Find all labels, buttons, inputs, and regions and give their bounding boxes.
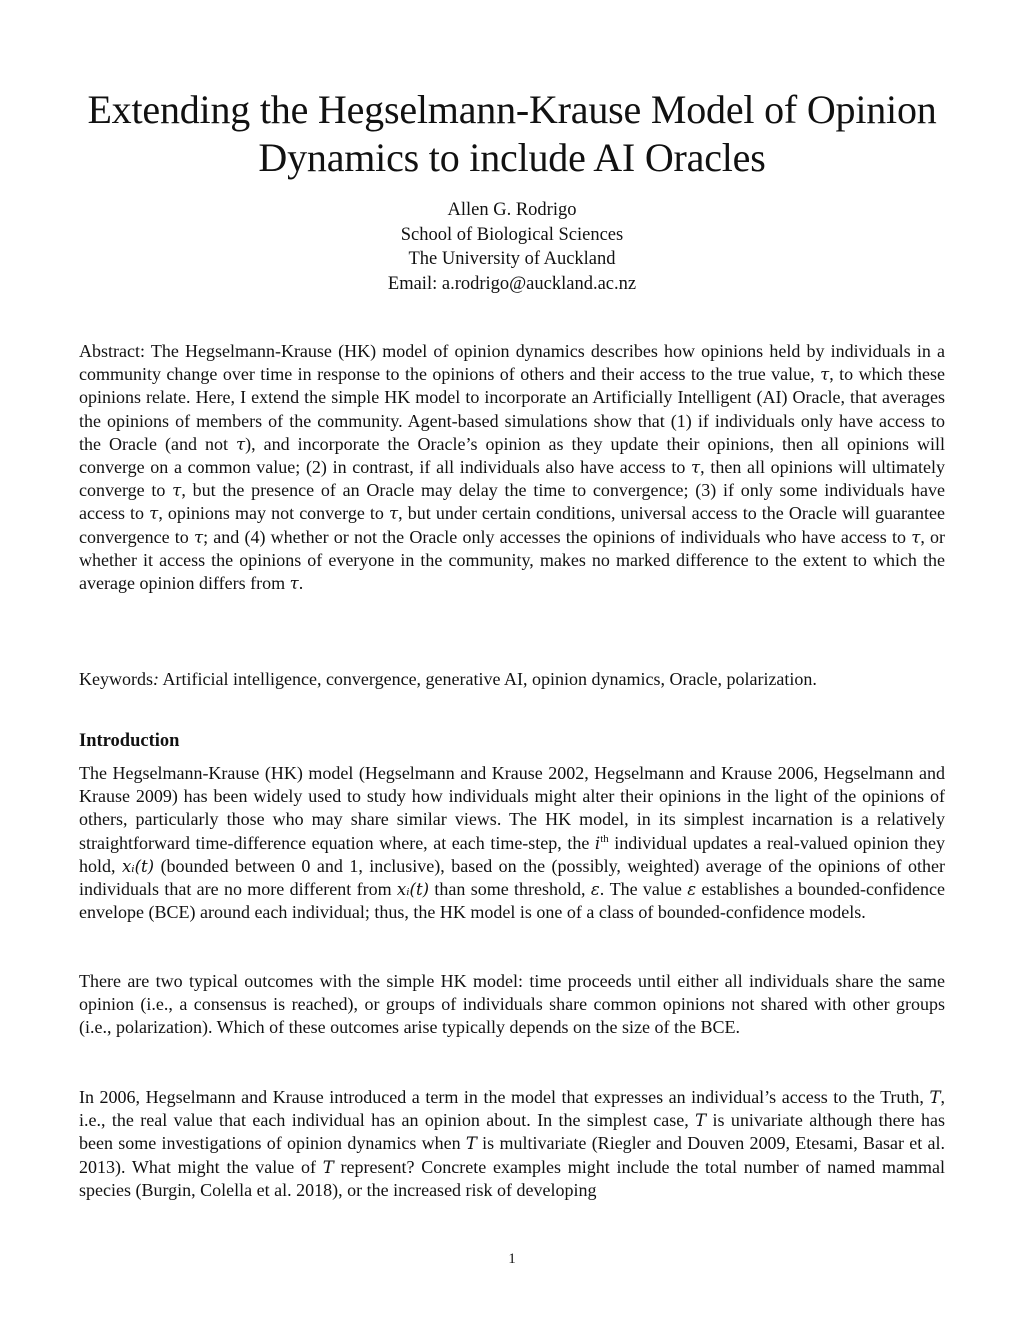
math-tau: τ bbox=[172, 481, 182, 501]
abstract bbox=[79, 340, 945, 595]
math-tau: τ bbox=[149, 504, 159, 524]
paragraph-text bbox=[79, 762, 945, 924]
page-number: 1 bbox=[508, 1251, 516, 1267]
keywords bbox=[79, 668, 945, 691]
paper-title bbox=[60, 86, 964, 182]
abstract-text: , but the presence of an Oracle may delay the time to convergence; (3) if only some individuals have access to bbox=[79, 480, 945, 524]
body-text: (bounded between 0 and 1, inclusive), based on the (possibly, weighted) average of the opinions of other individuals that are no more different from bbox=[79, 855, 945, 900]
math-xi-t: xᵢ(t) bbox=[396, 880, 430, 900]
keywords-text: Artificial intelligence, convergence, generative AI, opinion dynamics, Oracle, polarization. bbox=[159, 669, 817, 689]
body-text: is univariate although there has been some investigations of opinion dynamics when bbox=[79, 1110, 946, 1154]
math-T: T bbox=[465, 1134, 477, 1154]
keywords-colon: : bbox=[153, 669, 159, 689]
math-tau: τ bbox=[193, 527, 204, 547]
paragraph-text bbox=[79, 1086, 945, 1202]
math-epsilon: ε bbox=[687, 880, 697, 900]
keywords-label: Keywords bbox=[79, 669, 153, 689]
author-email: Email: a.rodrigo@auckland.ac.nz bbox=[387, 273, 637, 294]
author-department: School of Biological Sciences bbox=[400, 224, 624, 245]
keywords-paragraph bbox=[79, 668, 945, 691]
abstract-text: . bbox=[298, 573, 304, 594]
math-xi-t: xᵢ(t) bbox=[121, 856, 155, 876]
body-text: individual updates a real-valued opinion they hold, bbox=[79, 832, 945, 876]
abstract-text: , then all opinions will ultimately converge to bbox=[79, 457, 945, 501]
author-institution: The University of Auckland bbox=[408, 249, 616, 269]
title-line-1: Extending the Hegselmann-Krause Model of Opinion bbox=[87, 87, 937, 132]
math-tau: τ bbox=[289, 574, 299, 594]
intro-paragraph-1 bbox=[79, 762, 945, 924]
body-text: , i.e., the real value that each individual has an opinion about. In the simplest case, bbox=[79, 1087, 945, 1131]
title-line-2: Dynamics to include AI Oracles bbox=[258, 135, 766, 180]
math-T: T bbox=[322, 1157, 334, 1177]
body-text: establishes a bounded-confidence envelope (BCE) around each individual; thus, the HK model is one of a class of bounded-confidence models. bbox=[79, 879, 945, 923]
abstract-text: ), and incorporate the Oracle’s opinion as they update their opinions, then all opinions will converge on a common value; (2) in contrast, if all individuals also have access to bbox=[79, 433, 945, 478]
math-tau: τ bbox=[820, 365, 830, 385]
abstract-text: Abstract: The Hegselmann-Krause (HK) model of opinion dynamics describes how opinions held by individuals in a community change over time in response to the opinions of others and their access to the true value, bbox=[79, 341, 945, 385]
body-text: The Hegselmann-Krause (HK) model (Hegselmann and Krause 2002, Hegselmann and Krause 2006, Hegselmann and Krause 2009) has been widely used to study how individuals might alter their opinions in the light of the opinions of others, particularly those who may share similar views. The HK model, in its simplest incarnation is a relatively straightforward time-difference equation where, at each time-step, the bbox=[79, 763, 945, 853]
abstract-text: , but under certain conditions, universal access to the Oracle will guarantee convergence to bbox=[79, 503, 945, 547]
abstract-text: ; and (4) whether or not the Oracle only accesses the opinions of individuals who have access to bbox=[203, 526, 912, 547]
math-tau: τ bbox=[911, 527, 921, 547]
superscript-th: th bbox=[600, 832, 609, 845]
math-T: T bbox=[929, 1088, 941, 1107]
intro-paragraph-2 bbox=[79, 970, 945, 1040]
abstract-paragraph bbox=[79, 340, 945, 595]
intro-paragraph-3 bbox=[79, 1086, 945, 1202]
math-epsilon: ε bbox=[590, 880, 600, 900]
math-tau: τ bbox=[691, 458, 701, 478]
body-text: is multivariate (Riegler and Douven 2009, Etesami, Basar et al. 2013). What might the value of bbox=[79, 1133, 946, 1177]
abstract-text: , to which these opinions relate. Here, I extend the simple HK model to incorporate an Artificially Intelligent (AI) Oracle, that averages the opinions of members of the community. Agent-based simulations show that (1) if individuals only have access to the Oracle (and not bbox=[79, 364, 945, 454]
body-text: than some threshold, bbox=[429, 879, 591, 900]
body-text: represent? Concrete examples might include the total number of named mammal species (Burgin, Colella et al. 2018), or the increased risk of developing bbox=[79, 1156, 945, 1200]
body-text: In 2006, Hegselmann and Krause introduced a term in the model that expresses an individual’s access to the Truth, bbox=[79, 1087, 930, 1107]
abstract-text: , opinions may not converge to bbox=[158, 503, 390, 524]
math-i: i bbox=[594, 833, 601, 853]
author-name: Allen G. Rodrigo bbox=[447, 200, 577, 220]
author-block bbox=[200, 198, 824, 296]
body-text: There are two typical outcomes with the simple HK model: time proceeds until either all individuals share the same opinion (i.e., a consensus is reached), or groups of individuals share common opinions not shared with other groups (i.e., polarization). Which of these outcomes arise typically depends on the size of the BCE. bbox=[79, 971, 945, 1038]
math-tau: τ bbox=[235, 434, 246, 454]
abstract-text: , or whether it access the opinions of everyone in the community, makes no marked difference to the extent to which the average opinion differs from bbox=[79, 526, 946, 594]
math-tau: τ bbox=[389, 504, 399, 524]
math-T: T bbox=[695, 1111, 707, 1131]
section-heading-introduction: Introduction bbox=[79, 731, 180, 751]
body-text: . The value bbox=[599, 879, 688, 900]
